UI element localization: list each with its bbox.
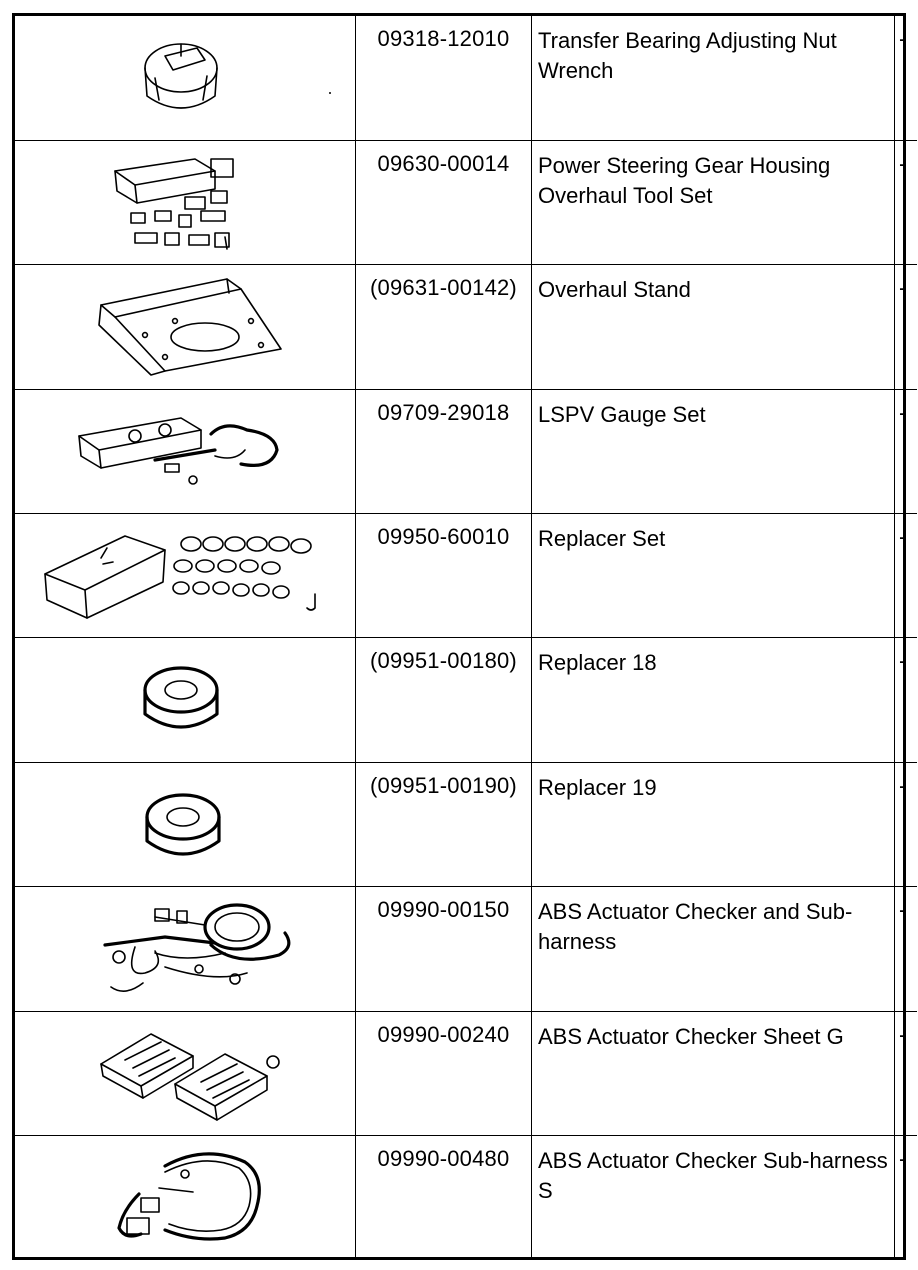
table-row: [15, 514, 917, 638]
tool-name: ABS Actuator Checker and Sub-harness: [532, 887, 895, 1011]
tool-illustration-cell: [15, 638, 356, 762]
part-number: 09709-29018: [356, 389, 532, 513]
gauge-set-icon: [15, 390, 355, 514]
table-row: [15, 887, 917, 1011]
table-row: [15, 140, 917, 264]
tool-name: Transfer Bearing Adjusting Nut Wrench: [532, 16, 895, 140]
part-number: (09951-00180): [356, 638, 532, 762]
note: -: [895, 265, 918, 389]
part-number: 09990-00150: [356, 887, 532, 1011]
table-row: [15, 1011, 917, 1135]
replacer-ring-icon: [15, 638, 355, 762]
special-tools-table: [12, 13, 906, 1260]
tool-name: Power Steering Gear Housing Overhaul Tool Set: [532, 140, 895, 264]
part-number: (09631-00142): [356, 265, 532, 389]
note: -: [895, 140, 918, 264]
part-number: 09630-00014: [356, 140, 532, 264]
part-number: 09318-12010: [356, 16, 532, 140]
overhaul-stand-icon: [15, 265, 355, 389]
part-number: 09990-00480: [356, 1136, 532, 1260]
tool-illustration-cell: [15, 140, 356, 264]
tool-name: ABS Actuator Checker Sub-harness S: [532, 1136, 895, 1260]
checker-sheet-icon: [15, 1012, 355, 1136]
part-number: (09951-00190): [356, 762, 532, 886]
note: -: [895, 514, 918, 638]
nut-wrench-icon: [15, 16, 355, 140]
note: -: [895, 1136, 918, 1260]
sub-harness-icon: [15, 1136, 355, 1260]
note: -: [895, 1011, 918, 1135]
table-row: [15, 638, 917, 762]
table-row: [15, 265, 917, 389]
tool-illustration-cell: [15, 1136, 356, 1260]
table-row: [15, 389, 917, 513]
table-row: [15, 16, 917, 140]
tool-illustration-cell: [15, 887, 356, 1011]
tool-name: ABS Actuator Checker Sheet G: [532, 1011, 895, 1135]
checker-harness-icon: [15, 887, 355, 1011]
note: -: [895, 762, 918, 886]
table-row: [15, 1136, 917, 1260]
note: -: [895, 389, 918, 513]
note: -: [895, 638, 918, 762]
part-number: 09990-00240: [356, 1011, 532, 1135]
tool-illustration-cell: [15, 265, 356, 389]
tool-set-icon: [15, 141, 355, 265]
replacer-set-icon: [15, 514, 355, 638]
note: -: [895, 887, 918, 1011]
tool-name: Replacer 19: [532, 762, 895, 886]
tool-name: Replacer Set: [532, 514, 895, 638]
tool-illustration-cell: [15, 762, 356, 886]
part-number: 09950-60010: [356, 514, 532, 638]
tool-illustration-cell: [15, 514, 356, 638]
tool-illustration-cell: [15, 1011, 356, 1135]
note: -: [895, 16, 918, 140]
tool-illustration-cell: [15, 389, 356, 513]
table-row: [15, 762, 917, 886]
tool-name: LSPV Gauge Set: [532, 389, 895, 513]
tool-illustration-cell: [15, 16, 356, 140]
tool-name: Replacer 18: [532, 638, 895, 762]
tool-name: Overhaul Stand: [532, 265, 895, 389]
replacer-ring-icon: [15, 763, 355, 887]
